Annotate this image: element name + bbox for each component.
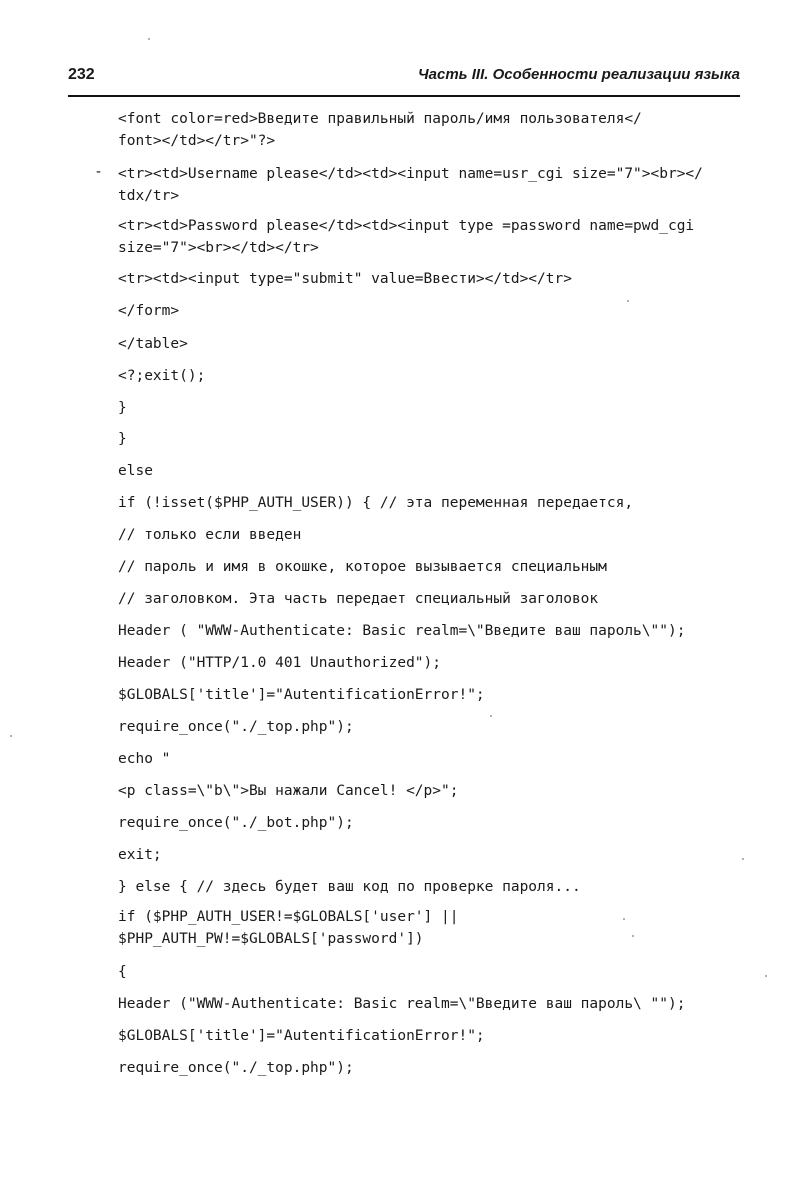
scan-speck	[10, 735, 12, 737]
scan-speck	[148, 38, 150, 40]
code-line: </form>	[118, 303, 180, 319]
scan-speck	[490, 715, 492, 717]
page-header	[68, 66, 740, 90]
code-line: $GLOBALS['title']="AutentificationError!";	[118, 1028, 485, 1044]
code-line: else	[118, 463, 153, 479]
scan-speck	[627, 300, 629, 302]
page-number: 232	[68, 66, 95, 83]
code-line: <tr><td><input type="submit" value=Ввести></td></tr>	[118, 271, 572, 287]
code-line: // только если введен	[118, 527, 302, 543]
scan-speck	[765, 975, 767, 977]
code-line: if ($PHP_AUTH_USER!=$GLOBALS['user'] ||	[118, 909, 459, 925]
code-line: require_once("./_top.php");	[118, 1060, 354, 1076]
scan-speck	[742, 858, 744, 860]
code-line: size="7"><br></td></tr>	[118, 240, 319, 256]
code-line: Header ("HTTP/1.0 401 Unauthorized");	[118, 655, 442, 671]
scan-speck	[623, 918, 625, 920]
code-line: exit;	[118, 847, 162, 863]
code-line: Header ("WWW-Authenticate: Basic realm=\"Введите ваш пароль\ "");	[118, 996, 686, 1012]
code-line: echo "	[118, 751, 171, 767]
code-line: <tr><td>Password please</td><td><input type =password name=pwd_cgi	[118, 218, 695, 234]
code-line: require_once("./_top.php");	[118, 719, 354, 735]
code-line: tdx/tr>	[118, 188, 180, 204]
code-line: <tr><td>Username please</td><td><input name=usr_cgi size="7"><br></	[118, 166, 703, 182]
header-rule	[68, 95, 740, 97]
code-line: font></td></tr>"?>	[118, 133, 276, 149]
code-line: require_once("./_bot.php");	[118, 815, 354, 831]
code-line: }	[118, 431, 127, 447]
running-title: Часть III. Особенности реализации языка	[418, 66, 740, 83]
code-line: <p class=\"b\">Вы нажали Cancel! </p>";	[118, 783, 459, 799]
code-line: if (!isset($PHP_AUTH_USER)) { // эта переменная передается,	[118, 495, 634, 511]
code-line: <?;exit();	[118, 368, 206, 384]
code-line: }	[118, 400, 127, 416]
code-line: Header ( "WWW-Authenticate: Basic realm=\"Введите ваш пароль\"");	[118, 623, 686, 639]
code-line: {	[118, 964, 127, 980]
code-line: $GLOBALS['title']="AutentificationError!";	[118, 687, 485, 703]
margin-mark: -	[96, 163, 101, 180]
code-line: </table>	[118, 336, 188, 352]
code-line: // заголовком. Эта часть передает специальный заголовок	[118, 591, 599, 607]
scan-speck	[632, 935, 634, 937]
code-line: $PHP_AUTH_PW!=$GLOBALS['password'])	[118, 931, 424, 947]
code-line: <font color=red>Введите правильный пароль/имя пользователя</	[118, 111, 642, 127]
code-line: // пароль и имя в окошке, которое вызывается специальным	[118, 559, 607, 575]
code-line: } else { // здесь будет ваш код по проверке пароля...	[118, 879, 581, 895]
